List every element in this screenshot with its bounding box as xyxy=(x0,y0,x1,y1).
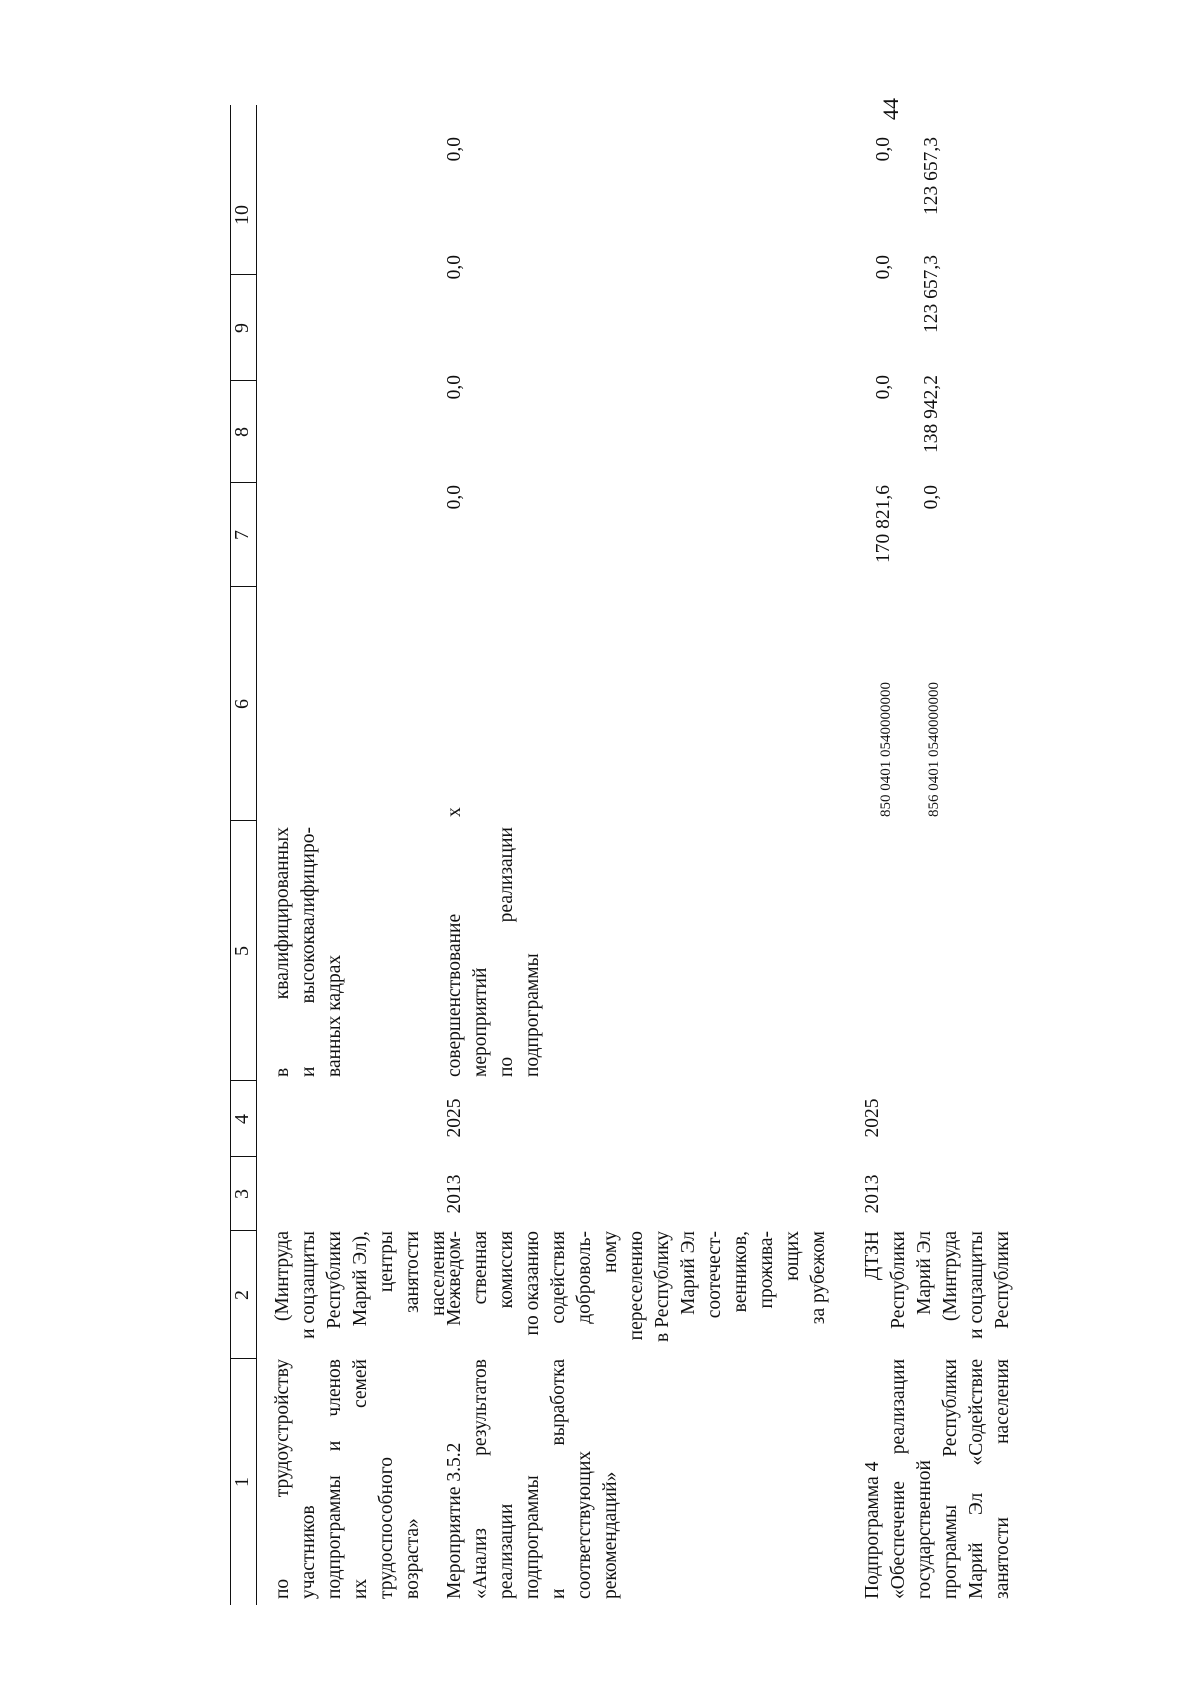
cell-line: Республики xyxy=(992,1231,1013,1329)
cell-line: подпрограммы и членов xyxy=(324,1359,345,1599)
row-3-value-7 xyxy=(860,485,956,585)
cell-line: прожива- xyxy=(756,1231,777,1309)
row-2-budget-code: х xyxy=(444,807,465,817)
cell-line: переселению xyxy=(626,1231,647,1341)
row-2-activity xyxy=(442,1359,624,1599)
row-2-value-7: 0,0 xyxy=(444,485,465,510)
cell-line: подпрограммы xyxy=(522,953,543,1077)
row-2-start-year: 2013 xyxy=(444,1174,465,1214)
row-3-executor xyxy=(860,1231,1016,1353)
cell-line: по реализации xyxy=(496,827,517,1077)
cell-line: программы Республики xyxy=(940,1359,961,1599)
cell-line: занятости населения xyxy=(992,1359,1013,1599)
cell-line: 856 0401 0540000000 xyxy=(926,682,942,817)
cell-line: и соцзащиты xyxy=(966,1231,987,1339)
cell-line: подпрограммы xyxy=(522,1475,543,1599)
cell-line: и высококвалифициро- xyxy=(298,827,319,1077)
cell-line: ному xyxy=(600,1231,621,1273)
cell-line: 138 942,2 xyxy=(921,375,942,453)
cell-line: Республики xyxy=(888,1231,909,1329)
column-header-3: 3 xyxy=(231,1189,253,1199)
row-2-result xyxy=(442,827,546,1077)
cell-line: Межведом- xyxy=(444,1231,465,1326)
cell-line: соответствующих xyxy=(574,1450,595,1599)
column-header-10: 10 xyxy=(231,205,253,225)
column-header-6: 6 xyxy=(231,699,253,709)
row-3-value-10 xyxy=(860,137,956,255)
row-2-value-10: 0,0 xyxy=(444,137,465,162)
row-2-value-9: 0,0 xyxy=(444,255,465,280)
cell-line: 0,0 xyxy=(873,137,894,162)
cell-line: ющих xyxy=(782,1231,803,1281)
cell-line: ДТЗН xyxy=(862,1231,883,1281)
cell-line: мероприятий xyxy=(470,967,491,1077)
cell-line: Марий Эл), xyxy=(350,1231,371,1327)
column-header-9: 9 xyxy=(231,323,253,333)
cell-line: 123 657,3 xyxy=(921,255,942,333)
column-header-7: 7 xyxy=(231,530,253,540)
column-header-2: 2 xyxy=(231,1290,253,1300)
row-1-result xyxy=(270,827,348,1077)
cell-line: содействия xyxy=(548,1231,569,1324)
cell-line: соотечест- xyxy=(704,1231,725,1319)
row-3-end-year: 2025 xyxy=(862,1098,883,1138)
row-3-value-8 xyxy=(860,375,956,485)
row-3-budget-codes xyxy=(862,587,958,817)
row-1-activity xyxy=(270,1359,426,1599)
header-bottom-border xyxy=(256,105,257,1605)
cell-line: 0,0 xyxy=(873,255,894,280)
cell-line: населения xyxy=(428,1231,449,1316)
cell-line: (Минтруда xyxy=(272,1231,293,1322)
column-header-1: 1 xyxy=(231,1477,253,1487)
budget-table xyxy=(230,105,1013,1605)
cell-line: участников xyxy=(298,1505,319,1599)
cell-line: 170 821,6 xyxy=(873,485,894,563)
cell-line: ванных кадрах xyxy=(324,954,345,1077)
cell-line: 0,0 xyxy=(921,485,942,510)
cell-line: центры xyxy=(376,1231,397,1293)
cell-line: ственная xyxy=(470,1231,491,1305)
cell-line: и выработка xyxy=(548,1359,569,1599)
page-number: 44 xyxy=(878,98,903,120)
cell-line: государственной xyxy=(914,1460,935,1599)
column-header-8: 8 xyxy=(231,427,253,437)
cell-line: 0,0 xyxy=(873,375,894,400)
cell-line: возраста» xyxy=(402,1518,423,1599)
row-1-executor xyxy=(270,1231,452,1353)
cell-line: рекомендаций» xyxy=(600,1471,621,1599)
cell-line: и соцзащиты xyxy=(298,1231,319,1339)
cell-line: Республики xyxy=(324,1231,345,1329)
column-header-4: 4 xyxy=(231,1114,253,1124)
row-2-end-year: 2025 xyxy=(444,1098,465,1138)
cell-line: в Республику xyxy=(652,1231,673,1342)
row-2-executor xyxy=(442,1231,832,1353)
cell-line: трудоспособного xyxy=(376,1456,397,1599)
cell-line: их семей xyxy=(350,1359,371,1599)
cell-line: Подпрограмма 4 xyxy=(862,1461,883,1599)
cell-line: совершенствование xyxy=(444,913,465,1077)
cell-line: Марий Эл «Содействие xyxy=(966,1359,987,1599)
cell-line: по трудоустройству xyxy=(272,1359,293,1599)
cell-line: «Обеспечение реализации xyxy=(888,1359,909,1599)
cell-line: (Минтруда xyxy=(940,1231,961,1322)
cell-line: в квалифицированных xyxy=(272,827,293,1077)
row-3-activity xyxy=(860,1359,1016,1599)
column-header-5: 5 xyxy=(231,946,253,956)
cell-line: Мероприятие 3.5.2 xyxy=(444,1442,465,1599)
row-2-value-8: 0,0 xyxy=(444,375,465,400)
cell-line: реализации xyxy=(496,1503,517,1599)
cell-line: венников, xyxy=(730,1231,751,1313)
row-3-start-year: 2013 xyxy=(862,1174,883,1214)
cell-line: «Анализ результатов xyxy=(470,1359,491,1599)
cell-line: 123 657,3 xyxy=(921,137,942,215)
cell-line: комиссия xyxy=(496,1231,517,1309)
cell-line: Марий Эл xyxy=(678,1231,699,1315)
cell-line: доброволь- xyxy=(574,1231,595,1324)
row-3-value-9 xyxy=(860,255,956,375)
cell-line: за рубежом xyxy=(808,1231,829,1325)
cell-line: по оказанию xyxy=(522,1231,543,1336)
cell-line: Марий Эл xyxy=(914,1231,935,1315)
cell-line: занятости xyxy=(402,1231,423,1313)
cell-line: 850 0401 0540000000 xyxy=(878,682,894,817)
